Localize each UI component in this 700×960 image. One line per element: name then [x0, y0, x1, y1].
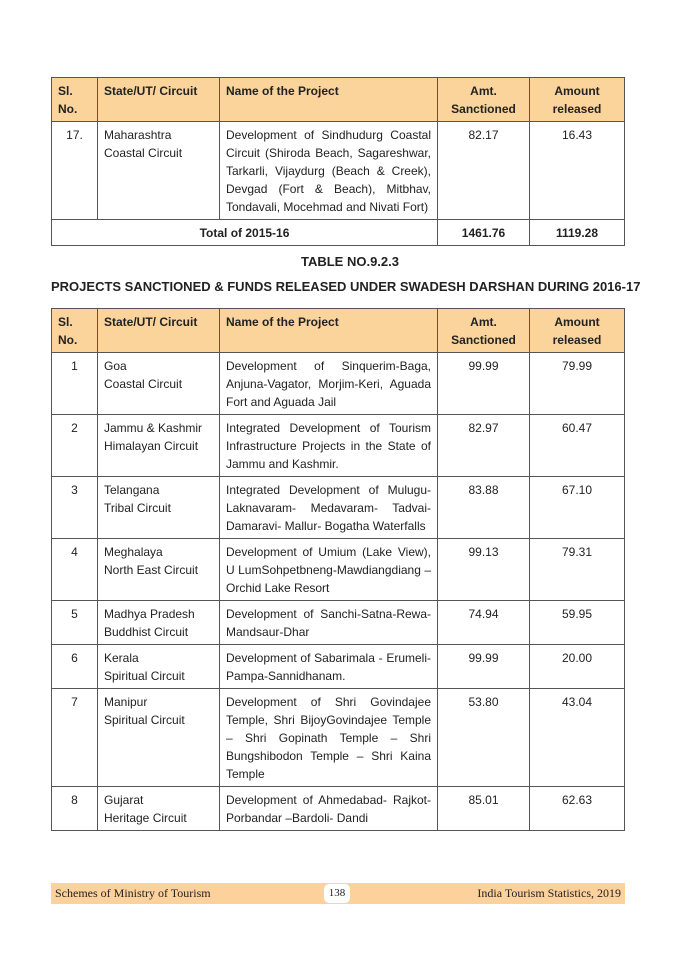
- footer-publication-title: India Tourism Statistics, 2019: [477, 886, 621, 900]
- cell-released: 43.04: [530, 689, 625, 787]
- footer-section-title: Schemes of Ministry of Tourism: [55, 886, 211, 900]
- cell-sanctioned: 85.01: [438, 787, 530, 831]
- cell-project: Development of Umium (Lake View), U LumSohpetbneng-Mawdiangdiang – Orchid Lake Resort: [220, 539, 438, 601]
- cell-sl-no: 2: [52, 415, 98, 477]
- header-sanctioned: Amt. Sanctioned: [438, 78, 530, 122]
- cell-project: Development of Sindhudurg Coastal Circuit (Shiroda Beach, Sagareshwar, Tarkarli, Vijaydurg (Beach & Creek), Devgad (Fort & Beach), Mitbhav, Tondavali, Mocehmad and Nivati Fort): [220, 122, 438, 220]
- table-row: [52, 601, 625, 645]
- cell-released: 62.63: [530, 787, 625, 831]
- cell-state: Goa Coastal Circuit: [98, 353, 220, 415]
- cell-sanctioned: 83.88: [438, 477, 530, 539]
- header-project: Name of the Project: [220, 78, 438, 122]
- total-row: [52, 220, 625, 246]
- cell-sanctioned: 74.94: [438, 601, 530, 645]
- table-header-row: [52, 309, 625, 353]
- total-released: 1119.28: [530, 220, 625, 246]
- cell-sanctioned: 99.13: [438, 539, 530, 601]
- cell-project: Development of Sanchi-Satna-Rewa-Mandsaur-Dhar: [220, 601, 438, 645]
- cell-sl-no: 3: [52, 477, 98, 539]
- table-header-row: [52, 78, 625, 122]
- cell-sl-no: 7: [52, 689, 98, 787]
- cell-sl-no: 4: [52, 539, 98, 601]
- cell-project: Development of Sinquerim-Baga, Anjuna-Vagator, Morjim-Keri, Aguada Fort and Aguada Jail: [220, 353, 438, 415]
- table-row: [52, 787, 625, 831]
- cell-state: Meghalaya North East Circuit: [98, 539, 220, 601]
- cell-state: Maharashtra Coastal Circuit: [98, 122, 220, 220]
- header-sl-no: Sl. No.: [52, 78, 98, 122]
- table-number: TABLE NO.9.2.3: [300, 254, 399, 269]
- cell-released: 79.31: [530, 539, 625, 601]
- cell-sl-no: 1: [52, 353, 98, 415]
- table-body: [52, 353, 625, 831]
- cell-released: 60.47: [530, 415, 625, 477]
- cell-project: Development of Ahmedabad- Rajkot-Porbandar –Bardoli- Dandi: [220, 787, 438, 831]
- cell-sanctioned: 82.97: [438, 415, 530, 477]
- header-state: State/UT/ Circuit: [98, 309, 220, 353]
- header-state: State/UT/ Circuit: [98, 78, 220, 122]
- cell-sanctioned: 53.80: [438, 689, 530, 787]
- page-footer: [51, 883, 625, 904]
- header-released: Amount released: [530, 309, 625, 353]
- page-number: 138: [324, 884, 350, 903]
- table-row: [52, 477, 625, 539]
- cell-state: Telangana Tribal Circuit: [98, 477, 220, 539]
- cell-sl-no: 8: [52, 787, 98, 831]
- table-2015-16-continued: [51, 77, 625, 246]
- cell-released: 20.00: [530, 645, 625, 689]
- total-label: Total of 2015-16: [52, 220, 438, 246]
- cell-released: 67.10: [530, 477, 625, 539]
- cell-state: Jammu & Kashmir Himalayan Circuit: [98, 415, 220, 477]
- cell-released: 79.99: [530, 353, 625, 415]
- header-sl-no: Sl. No.: [52, 309, 98, 353]
- cell-state: Kerala Spiritual Circuit: [98, 645, 220, 689]
- cell-project: Integrated Development of Tourism Infrastructure Projects in the State of Jammu and Kashmir.: [220, 415, 438, 477]
- cell-state: Manipur Spiritual Circuit: [98, 689, 220, 787]
- table-title: PROJECTS SANCTIONED & FUNDS RELEASED UNDER SWADESH DARSHAN DURING 2016-17: [51, 279, 641, 294]
- total-sanctioned: 1461.76: [438, 220, 530, 246]
- table-row: [52, 645, 625, 689]
- cell-sl-no: 17.: [52, 122, 98, 220]
- cell-released: 16.43: [530, 122, 625, 220]
- cell-project: Development of Sabarimala - Erumeli-Pampa-Sannidhanam.: [220, 645, 438, 689]
- cell-sl-no: 5: [52, 601, 98, 645]
- table-row: [52, 415, 625, 477]
- table-2016-17: [51, 308, 625, 831]
- cell-sanctioned: 99.99: [438, 645, 530, 689]
- cell-sl-no: 6: [52, 645, 98, 689]
- cell-state: Gujarat Heritage Circuit: [98, 787, 220, 831]
- cell-state: Madhya Pradesh Buddhist Circuit: [98, 601, 220, 645]
- table-row: [52, 689, 625, 787]
- header-project: Name of the Project: [220, 309, 438, 353]
- table-row: [52, 353, 625, 415]
- header-released: Amount released: [530, 78, 625, 122]
- table-row: [52, 122, 625, 220]
- cell-sanctioned: 82.17: [438, 122, 530, 220]
- header-sanctioned: Amt. Sanctioned: [438, 309, 530, 353]
- cell-released: 59.95: [530, 601, 625, 645]
- cell-project: Integrated Development of Mulugu-Laknavaram- Medavaram- Tadvai-Damaravi- Mallur- Bogatha Waterfalls: [220, 477, 438, 539]
- table-row: [52, 539, 625, 601]
- cell-sanctioned: 99.99: [438, 353, 530, 415]
- cell-project: Development of Shri Govindajee Temple, Shri BijoyGovindajee Temple – Shri Gopinath Temple – Shri Bungshibodon Temple – Shri Kaina Temple: [220, 689, 438, 787]
